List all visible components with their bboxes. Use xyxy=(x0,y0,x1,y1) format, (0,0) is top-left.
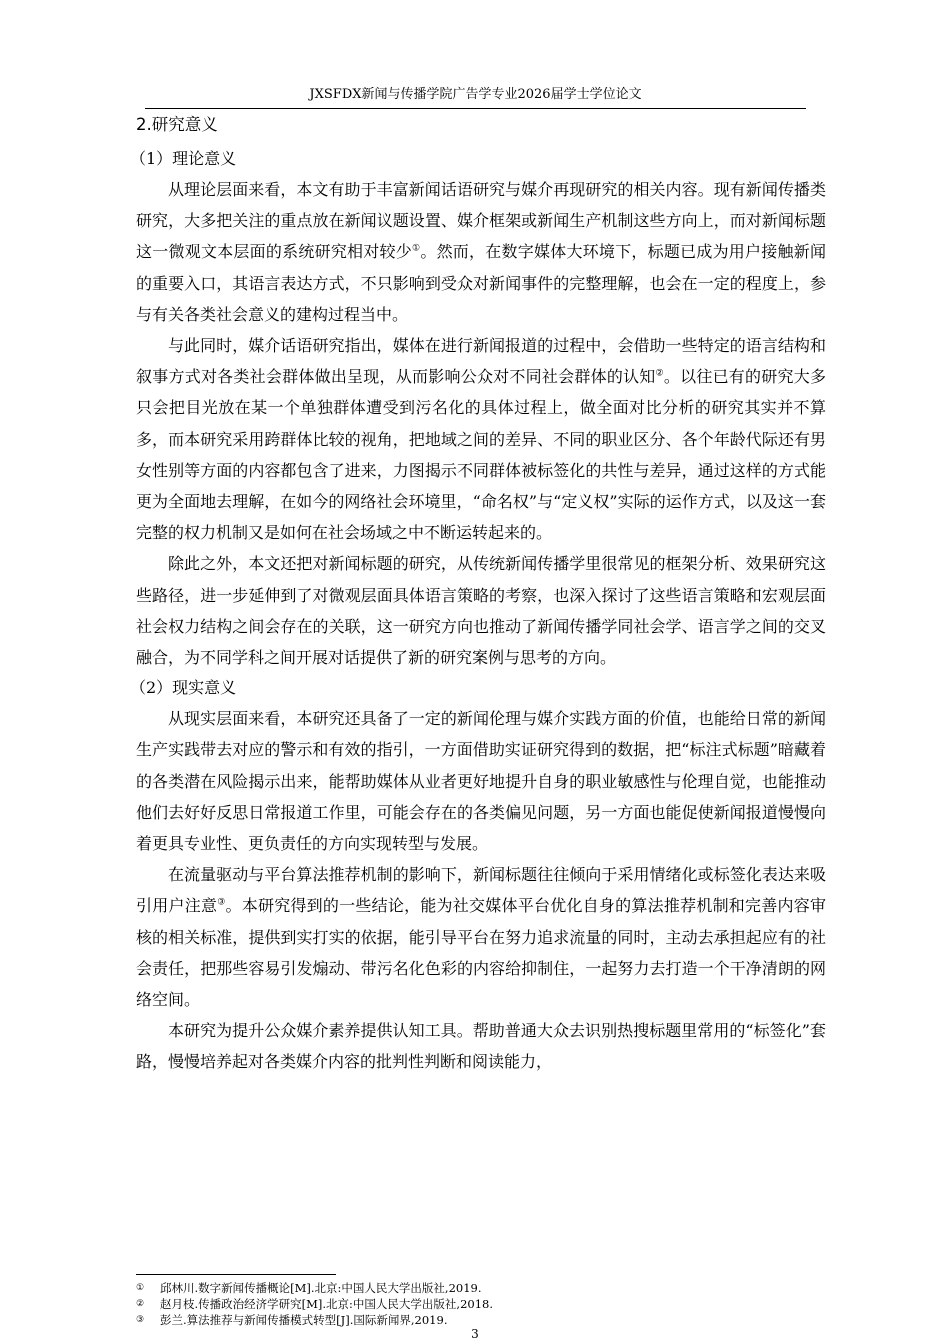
section-title: 2.研究意义 xyxy=(136,115,218,134)
paragraph: 本研究为提升公众媒介素养提供认知工具。帮助普通大众去识别热搜标题里常用的“标签化”套路，慢慢培养起对各类媒介内容的批判性判断和阅读能力， xyxy=(136,1021,826,1072)
paragraph: 除此之外，本文还把对新闻标题的研究，从传统新闻传播学里很常见的框架分析、效果研究这些路径，进一步延伸到了对微观层面具体语言策略的考察，也深入探讨了这些语言策略和宏观层面社会权力结构之间会存在的关联，这一研究方向也推动了新闻传播学同社会学、语言学之间的交叉融合，为不同学科之间开展对话提供了新的研究案例与思考的方向。 xyxy=(136,554,826,668)
subsection-title-practice: （2）现实意义 xyxy=(130,678,237,698)
footnote-ref: ③ xyxy=(217,898,226,909)
header-rule xyxy=(145,108,806,109)
footnotes xyxy=(136,1280,826,1328)
paragraph: 从现实层面来看，本研究还具备了一定的新闻伦理与媒介实践方面的价值，也能给日常的新闻生产实践带去对应的警示和有效的指引，一方面借助实证研究得到的数据，把“标注式标题”暗藏着的各类潜在风险揭示出来，能帮助媒体从业者更好地提升自身的职业敏感性与伦理自觉，也能推动他们去好好反思日常报道工作里，可能会存在的各类偏见问题，另一方面也能促使新闻报道慢慢向着更具专业性、更负责任的方向实现转型与发展。 xyxy=(136,709,826,854)
footnote: ③ 彭兰.算法推荐与新闻传播模式转型[J].国际新闻界,2019. xyxy=(136,1313,448,1327)
page-number: 3 xyxy=(471,1327,479,1341)
footnote-rule xyxy=(136,1274,336,1275)
paragraph: 与此同时，媒介话语研究指出，媒体在进行新闻报道的过程中，会借助一些特定的语言结构和叙事方式对各类社会群体做出呈现，从而影响公众对不同社会群体的认知②。以往已有的研究大多只会把目光放在某一个单独群体遭受到污名化的具体过程上，做全面对比分析的研究其实并不算多，而本研究采用跨群体比较的视角，把地域之间的差异、不同的职业区分、各个年龄代际还有男女性别等方面的内容都包含了进来，力图揭示不同群体被标签化的共性与差异，通过这样的方式能更为全面地去理解，在如今的网络社会环境里，“命名权”与“定义权”实际的运作方式，以及这一套完整的权力机制又是如何在社会场域之中不断运转起来的。 xyxy=(136,336,826,543)
running-header: JXSFDX新闻与传播学院广告学专业2026届学士学位论文 xyxy=(309,87,642,102)
paragraph: 在流量驱动与平台算法推荐机制的影响下，新闻标题往往倾向于采用情绪化或标签化表达来吸引用户注意③。本研究得到的一些结论，能为社交媒体平台优化自身的算法推荐机制和完善内容审核的相关标准，提供到实打实的依据，能引导平台在努力追求流量的同时，主动去承担起应有的社会责任，把那些容易引发煽动、带污名化色彩的内容给抑制住，一起努力去打造一个干净清朗的网络空间。 xyxy=(136,865,826,1010)
footnote-ref: ① xyxy=(412,244,421,255)
paragraph: 从理论层面来看，本文有助于丰富新闻话语研究与媒介再现研究的相关内容。现有新闻传播类研究，大多把关注的重点放在新闻议题设置、媒介框架或新闻生产机制这些方向上，而对新闻标题这一微观文本层面的系统研究相对较少①。然而，在数字媒体大环境下，标题已成为用户接触新闻的重要入口，其语言表达方式，不只影响到受众对新闻事件的完整理解，也会在一定的程度上，参与有关各类社会意义的建构过程当中。 xyxy=(136,180,826,324)
page-body xyxy=(130,110,826,1078)
footnote-ref: ② xyxy=(655,368,664,379)
footnote: ② 赵月枝.传播政治经济学研究[M].北京:中国人民大学出版社,2018. xyxy=(136,1297,494,1311)
footnote: ① 邱林川.数字新闻传播概论[M].北京:中国人民大学出版社,2019. xyxy=(136,1281,482,1295)
subsection-title-theory: （1）理论意义 xyxy=(130,149,237,168)
